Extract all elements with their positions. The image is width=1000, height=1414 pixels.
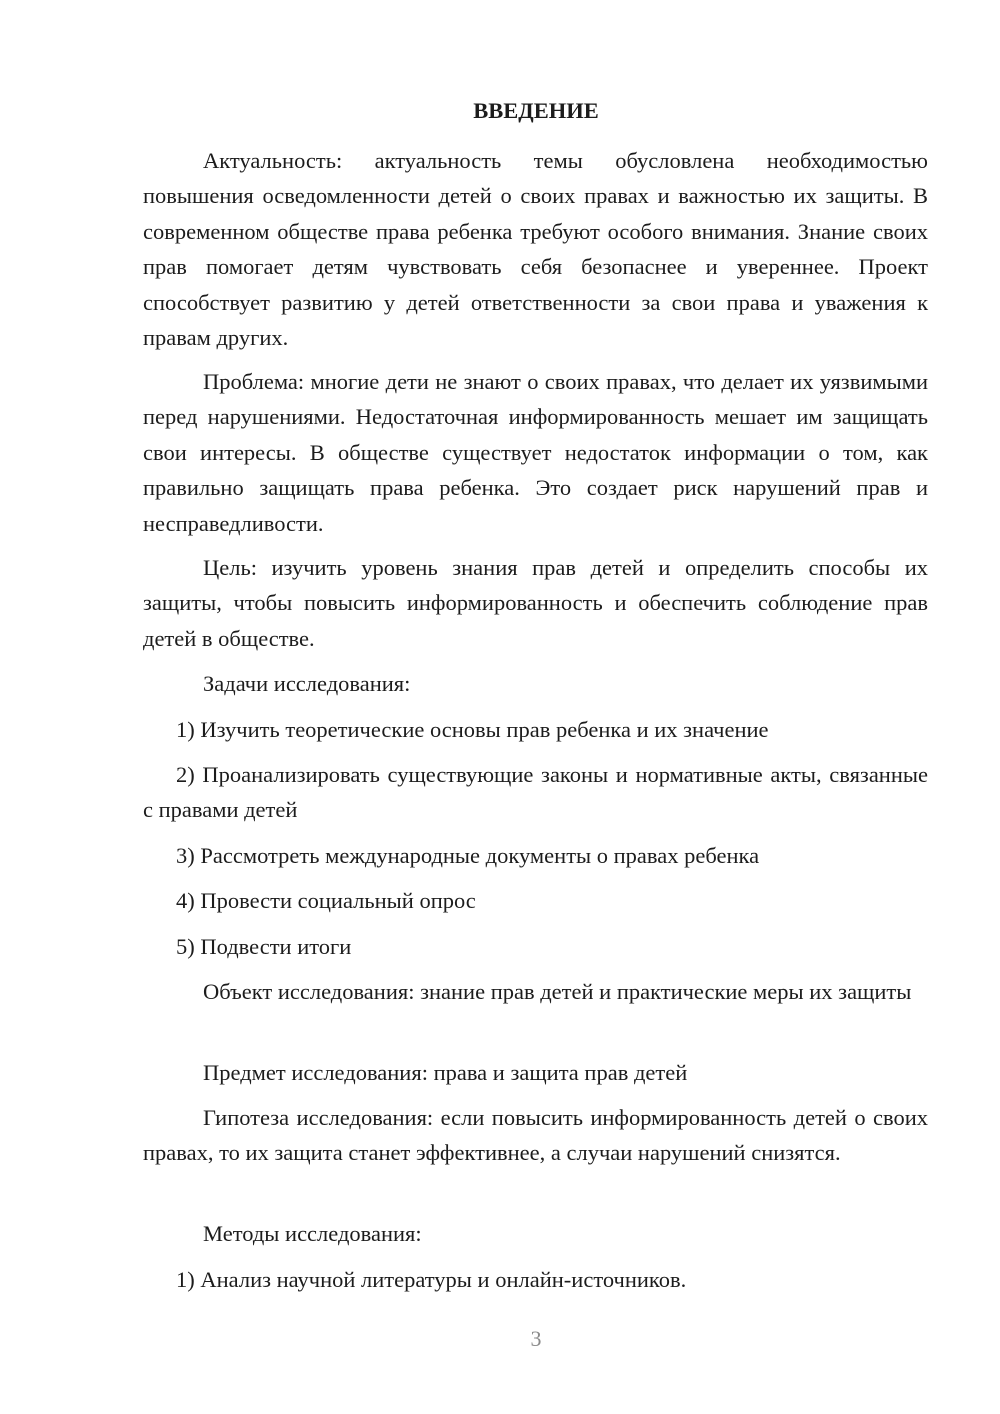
goal-text: Цель: изучить уровень знания прав детей и определить способы их защиты, чтобы повысить информированность и обеспечить соблюдение прав детей в обществе. xyxy=(143,555,928,651)
task-item-4 xyxy=(143,883,928,918)
paragraph-problem xyxy=(143,364,928,541)
object-text: Объект исследования: знание прав детей и практические меры их защиты xyxy=(203,979,912,1004)
hypothesis-text: Гипотеза исследования: если повысить информированность детей о своих правах, то их защита станет эффективнее, а случаи нарушений снизятся. xyxy=(143,1105,928,1166)
paragraph-actuality xyxy=(143,143,928,355)
tasks-heading xyxy=(143,666,928,701)
list-item: 1) Анализ научной литературы и онлайн-источников. xyxy=(176,1267,687,1292)
list-item: 1) Изучить теоретические основы прав ребенка и их значение xyxy=(176,717,769,742)
task-item-3 xyxy=(143,838,928,873)
problem-text: Проблема: многие дети не знают о своих правах, что делает их уязвимыми перед нарушениями. Недостаточная информированность мешает им защищать свои интересы. В обществе существует недостаток информации о том, как правильно защищать права ребенка. Это создает риск нарушений прав и несправедливости. xyxy=(143,369,928,536)
list-item: 4) Провести социальный опрос xyxy=(176,888,476,913)
paragraph-hypothesis xyxy=(143,1100,928,1171)
paragraph-object xyxy=(143,974,928,1009)
task-item-2 xyxy=(143,757,928,828)
list-item: 2) Проанализировать существующие законы и нормативные акты, связанные с правами детей xyxy=(143,762,928,823)
page-title: ВВЕДЕНИЕ xyxy=(473,98,599,123)
paragraph-goal xyxy=(143,550,928,656)
methods-heading xyxy=(143,1216,928,1251)
page-number: 3 xyxy=(530,1326,542,1351)
actuality-text: Актуальность: актуальность темы обусловлена необходимостью повышения осведомленности детей о своих правах и важностью их защиты. В современном обществе права ребенка требуют особого внимания. Знание своих прав помогает детям чувствовать себя безопаснее и увереннее. Проект способствует развитию у детей ответственности за свои права и уважения к правам других. xyxy=(143,148,928,351)
list-item: 3) Рассмотреть международные документы о правах ребенка xyxy=(176,843,760,868)
task-item-5 xyxy=(143,929,928,964)
subject-text: Предмет исследования: права и защита прав детей xyxy=(203,1060,688,1085)
tasks-heading-text: Задачи исследования: xyxy=(203,671,411,696)
method-item-1 xyxy=(143,1262,928,1297)
task-item-1 xyxy=(143,712,928,747)
methods-heading-text: Методы исследования: xyxy=(203,1221,422,1246)
list-item: 5) Подвести итоги xyxy=(176,934,352,959)
paragraph-subject xyxy=(143,1055,928,1090)
